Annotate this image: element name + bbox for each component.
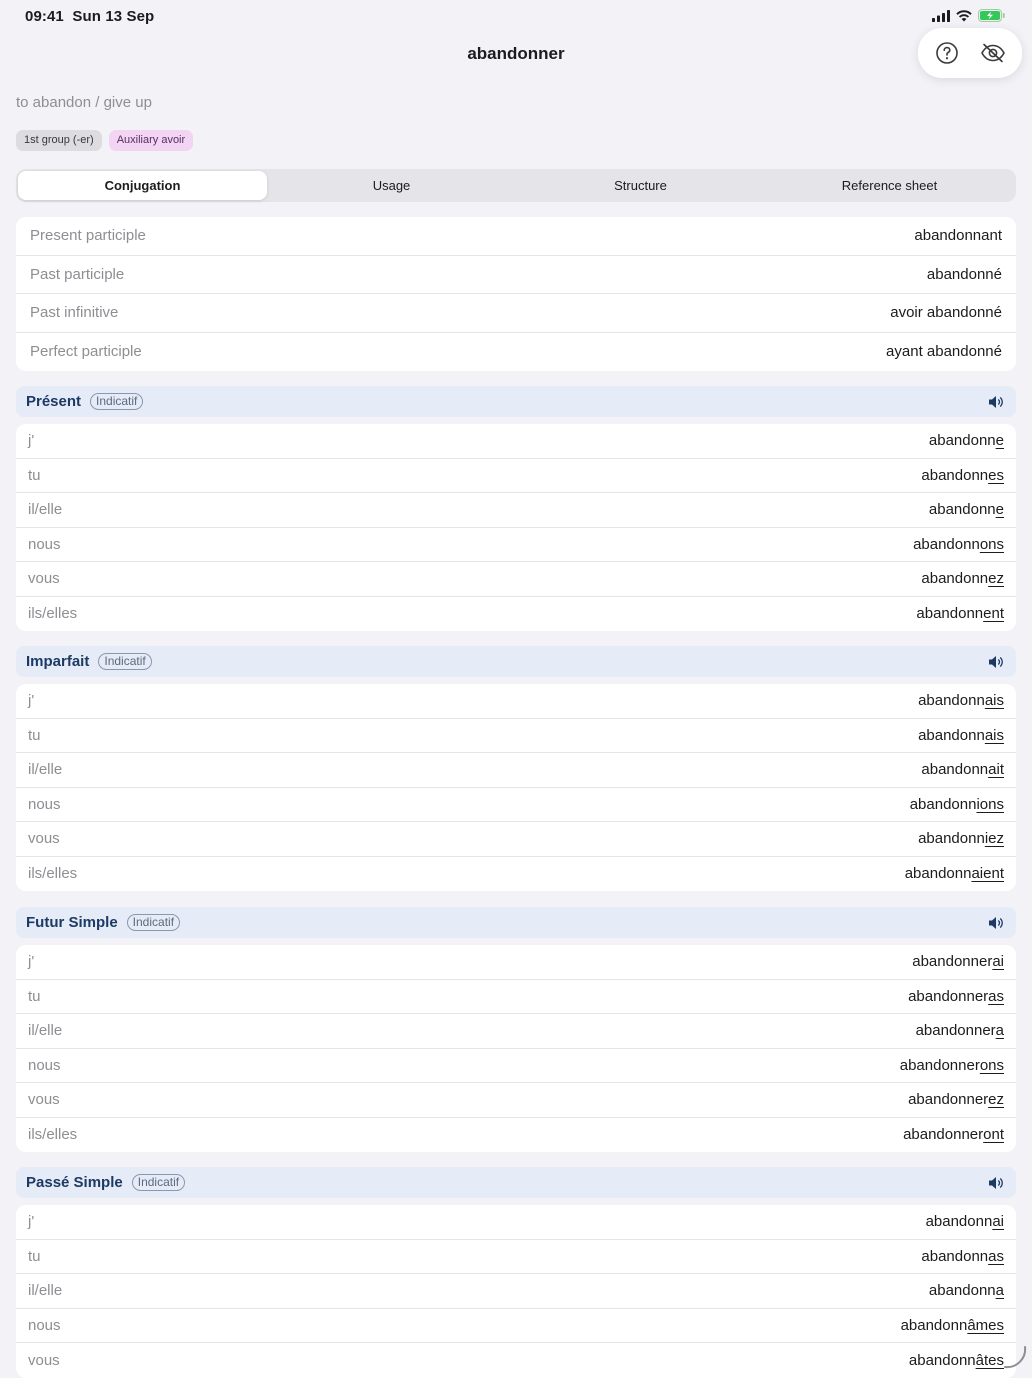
- tense-header-passe-simple: [16, 1167, 1016, 1198]
- pronoun: vous: [28, 570, 60, 588]
- verb-stem: abandonn: [916, 605, 984, 623]
- verb-ending: as: [988, 987, 1004, 1005]
- status-clock: 09:41: [25, 8, 64, 25]
- participle-value: avoir abandonné: [890, 304, 1002, 322]
- verb-translation: to abandon / give up: [16, 94, 152, 111]
- verb-ending: ons: [979, 1056, 1004, 1074]
- conjugation-row: [16, 1205, 1016, 1240]
- pronoun: j': [28, 953, 35, 971]
- conjugated-form: [921, 761, 1004, 778]
- verb-ending: ont: [983, 1126, 1004, 1144]
- conjugation-row: [16, 719, 1016, 754]
- verb-ending: a: [995, 1282, 1004, 1300]
- verb-stem: abandonn: [921, 1247, 989, 1265]
- verb-stem: abandonn: [928, 1282, 996, 1300]
- speaker-icon: [988, 395, 1004, 409]
- hide-answers-button[interactable]: [975, 35, 1011, 71]
- verb-stem: abandonn: [918, 830, 985, 848]
- conjugated-form: [918, 692, 1004, 709]
- verb-ending: ez: [988, 570, 1004, 588]
- speaker-icon: [988, 916, 1004, 930]
- status-time: [25, 8, 154, 25]
- verb-stem: abandonn: [921, 466, 989, 484]
- play-audio-button[interactable]: [988, 655, 1004, 669]
- conjugated-form: [921, 1248, 1004, 1265]
- status-bar: [0, 0, 1032, 32]
- segmented-tabs: [16, 169, 1016, 202]
- pronoun: tu: [28, 1247, 41, 1265]
- conjugation-row: [16, 493, 1016, 528]
- pronoun: il/elle: [28, 1022, 63, 1040]
- verb-stem: abandonner: [912, 953, 993, 971]
- verb-ending: aient: [971, 865, 1004, 883]
- wifi-icon: [956, 10, 972, 22]
- verb-ending: iez: [984, 830, 1004, 848]
- pronoun: il/elle: [28, 501, 63, 519]
- conjugated-form: [913, 536, 1004, 553]
- participle-row: [16, 294, 1016, 333]
- pronoun: ils/elles: [28, 865, 78, 883]
- verb-stem: abandonner: [903, 1126, 984, 1144]
- verb-stem: abandonn: [928, 432, 996, 450]
- tense-title: Passé Simple: [26, 1174, 123, 1191]
- mood-chip: Indicatif: [90, 393, 143, 410]
- tense-title: Présent: [26, 393, 82, 410]
- verb-stem: abandonn: [913, 535, 980, 553]
- tab-reference-sheet[interactable]: Reference sheet: [841, 178, 938, 193]
- tense-header-imparfait: [16, 646, 1016, 677]
- help-button[interactable]: [929, 35, 965, 71]
- participle-row: [16, 256, 1016, 295]
- verb-ending: es: [988, 466, 1004, 484]
- conjugated-form: [905, 865, 1004, 882]
- conjugated-form: [916, 605, 1004, 622]
- participle-value: abandonné: [926, 265, 1002, 283]
- verb-stem: abandonn: [925, 1213, 993, 1231]
- pronoun: vous: [28, 1351, 60, 1369]
- verb-ending: e: [995, 501, 1004, 519]
- pronoun: nous: [28, 1316, 61, 1334]
- scroll-indicator-icon: [1002, 1344, 1028, 1370]
- conjugation-row: [16, 1240, 1016, 1275]
- question-circle-icon: [935, 41, 959, 65]
- pronoun: tu: [28, 726, 41, 744]
- conjugation-row: [16, 753, 1016, 788]
- tab-conjugation[interactable]: Conjugation: [18, 171, 267, 200]
- conjugation-row: [16, 684, 1016, 719]
- conjugated-form: [908, 1091, 1004, 1108]
- verb-stem: abandonn: [921, 570, 989, 588]
- verb-stem: abandonner: [908, 1091, 989, 1109]
- status-date: Sun 13 Sep: [72, 8, 155, 25]
- conjugation-row: [16, 1343, 1016, 1378]
- play-audio-button[interactable]: [988, 395, 1004, 409]
- conjugation-row: [16, 1014, 1016, 1049]
- conjugation-row: [16, 597, 1016, 632]
- mood-chip: Indicatif: [127, 914, 180, 931]
- verb-ending: as: [988, 1247, 1004, 1265]
- conjugated-form: [918, 830, 1004, 847]
- verb-ending: ais: [984, 692, 1004, 710]
- verb-stem: abandonn: [908, 1351, 976, 1369]
- conjugation-row: [16, 562, 1016, 597]
- verb-stem: abandonner: [915, 1022, 996, 1040]
- participle-row: [16, 217, 1016, 256]
- verb-ending: ai: [992, 953, 1004, 971]
- eye-slash-icon: [980, 43, 1006, 63]
- conjugation-table-passe-simple: [16, 1205, 1016, 1378]
- verb-badges: [16, 130, 193, 151]
- pronoun: ils/elles: [28, 1126, 78, 1144]
- verb-stem: abandonn: [900, 1316, 968, 1334]
- conjugated-form: [901, 1317, 1004, 1334]
- conjugated-form: [909, 1352, 1004, 1369]
- participle-row: [16, 333, 1016, 372]
- verb-ending: e: [995, 432, 1004, 450]
- conjugation-row: [16, 1118, 1016, 1153]
- conjugated-form: [921, 570, 1004, 587]
- verb-stem: abandonn: [918, 692, 985, 710]
- conjugation-table-imparfait: [16, 684, 1016, 891]
- toolbar-actions: [918, 28, 1022, 78]
- pronoun: j': [28, 1213, 35, 1231]
- mood-chip: Indicatif: [98, 653, 151, 670]
- conjugated-form: [929, 501, 1004, 518]
- tense-header-present: [16, 386, 1016, 417]
- conjugated-form: [929, 1282, 1004, 1299]
- verb-ending: ent: [983, 605, 1004, 623]
- conjugated-form: [916, 1022, 1004, 1039]
- battery-charging-icon: [978, 9, 1006, 22]
- pronoun: tu: [28, 987, 41, 1005]
- conjugation-row: [16, 980, 1016, 1015]
- conjugation-row: [16, 1083, 1016, 1118]
- verb-ending: ai: [992, 1213, 1004, 1231]
- conjugated-form: [926, 1213, 1004, 1230]
- verb-ending: ais: [984, 726, 1004, 744]
- verb-stem: abandonn: [921, 761, 989, 779]
- verb-ending: âtes: [975, 1351, 1004, 1369]
- conjugation-row: [16, 945, 1016, 980]
- pronoun: ils/elles: [28, 605, 78, 623]
- pronoun: vous: [28, 830, 60, 848]
- pronoun: j': [28, 692, 35, 710]
- conjugation-row: [16, 528, 1016, 563]
- pronoun: nous: [28, 795, 61, 813]
- participles-card: [16, 217, 1016, 371]
- speaker-icon: [988, 655, 1004, 669]
- pronoun: j': [28, 432, 35, 450]
- conjugation-row: [16, 1049, 1016, 1084]
- tense-title: Futur Simple: [26, 914, 118, 931]
- conjugation-row: [16, 424, 1016, 459]
- conjugation-table-present: [16, 424, 1016, 631]
- pronoun: nous: [28, 535, 61, 553]
- conjugated-form: [929, 432, 1004, 449]
- participle-label: Past infinitive: [30, 304, 119, 322]
- verb-ending: a: [995, 1022, 1004, 1040]
- participle-label: Past participle: [30, 265, 125, 283]
- conjugation-row: [16, 857, 1016, 892]
- verb-ending: âmes: [967, 1316, 1004, 1334]
- pronoun: vous: [28, 1091, 60, 1109]
- mood-chip: Indicatif: [132, 1174, 185, 1191]
- tab-usage[interactable]: Usage: [372, 178, 411, 193]
- conjugated-form: [900, 1057, 1004, 1074]
- conjugated-form: [903, 1126, 1004, 1143]
- tense-title: Imparfait: [26, 653, 90, 670]
- verb-stem: abandonn: [904, 865, 972, 883]
- conjugation-row: [16, 1309, 1016, 1344]
- conjugated-form: [908, 988, 1004, 1005]
- conjugated-form: [918, 727, 1004, 744]
- participle-value: abandonnant: [914, 227, 1002, 245]
- tab-structure[interactable]: Structure: [614, 178, 667, 193]
- speaker-icon: [988, 1176, 1004, 1190]
- pronoun: il/elle: [28, 1282, 63, 1300]
- status-indicators: [932, 9, 1006, 22]
- pronoun: nous: [28, 1056, 61, 1074]
- cellular-signal-icon: [932, 10, 950, 22]
- group-badge: 1st group (-er): [16, 130, 102, 151]
- verb-stem: abandonner: [899, 1056, 980, 1074]
- tense-header-futur-simple: [16, 907, 1016, 938]
- conjugation-row: [16, 459, 1016, 494]
- verb-stem: abandonner: [908, 987, 989, 1005]
- verb-ending: ait: [988, 761, 1004, 779]
- play-audio-button[interactable]: [988, 1176, 1004, 1190]
- conjugation-row: [16, 1274, 1016, 1309]
- participle-label: Present participle: [30, 227, 146, 245]
- participle-label: Perfect participle: [30, 343, 142, 361]
- verb-stem: abandonn: [928, 501, 996, 519]
- pronoun: tu: [28, 466, 41, 484]
- play-audio-button[interactable]: [988, 916, 1004, 930]
- conjugation-table-futur-simple: [16, 945, 1016, 1152]
- verb-stem: abandonn: [918, 726, 985, 744]
- verb-stem: abandonn: [909, 795, 977, 813]
- conjugation-row: [16, 788, 1016, 823]
- conjugated-form: [921, 467, 1004, 484]
- auxiliary-badge: Auxiliary avoir: [109, 130, 193, 151]
- conjugated-form: [912, 953, 1004, 970]
- conjugation-row: [16, 822, 1016, 857]
- page-title: abandonner: [467, 44, 565, 63]
- verb-ending: ons: [979, 535, 1004, 553]
- participle-value: ayant abandonné: [886, 343, 1002, 361]
- verb-ending: ez: [988, 1091, 1004, 1109]
- pronoun: il/elle: [28, 761, 63, 779]
- verb-ending: ions: [976, 795, 1004, 813]
- conjugated-form: [910, 796, 1004, 813]
